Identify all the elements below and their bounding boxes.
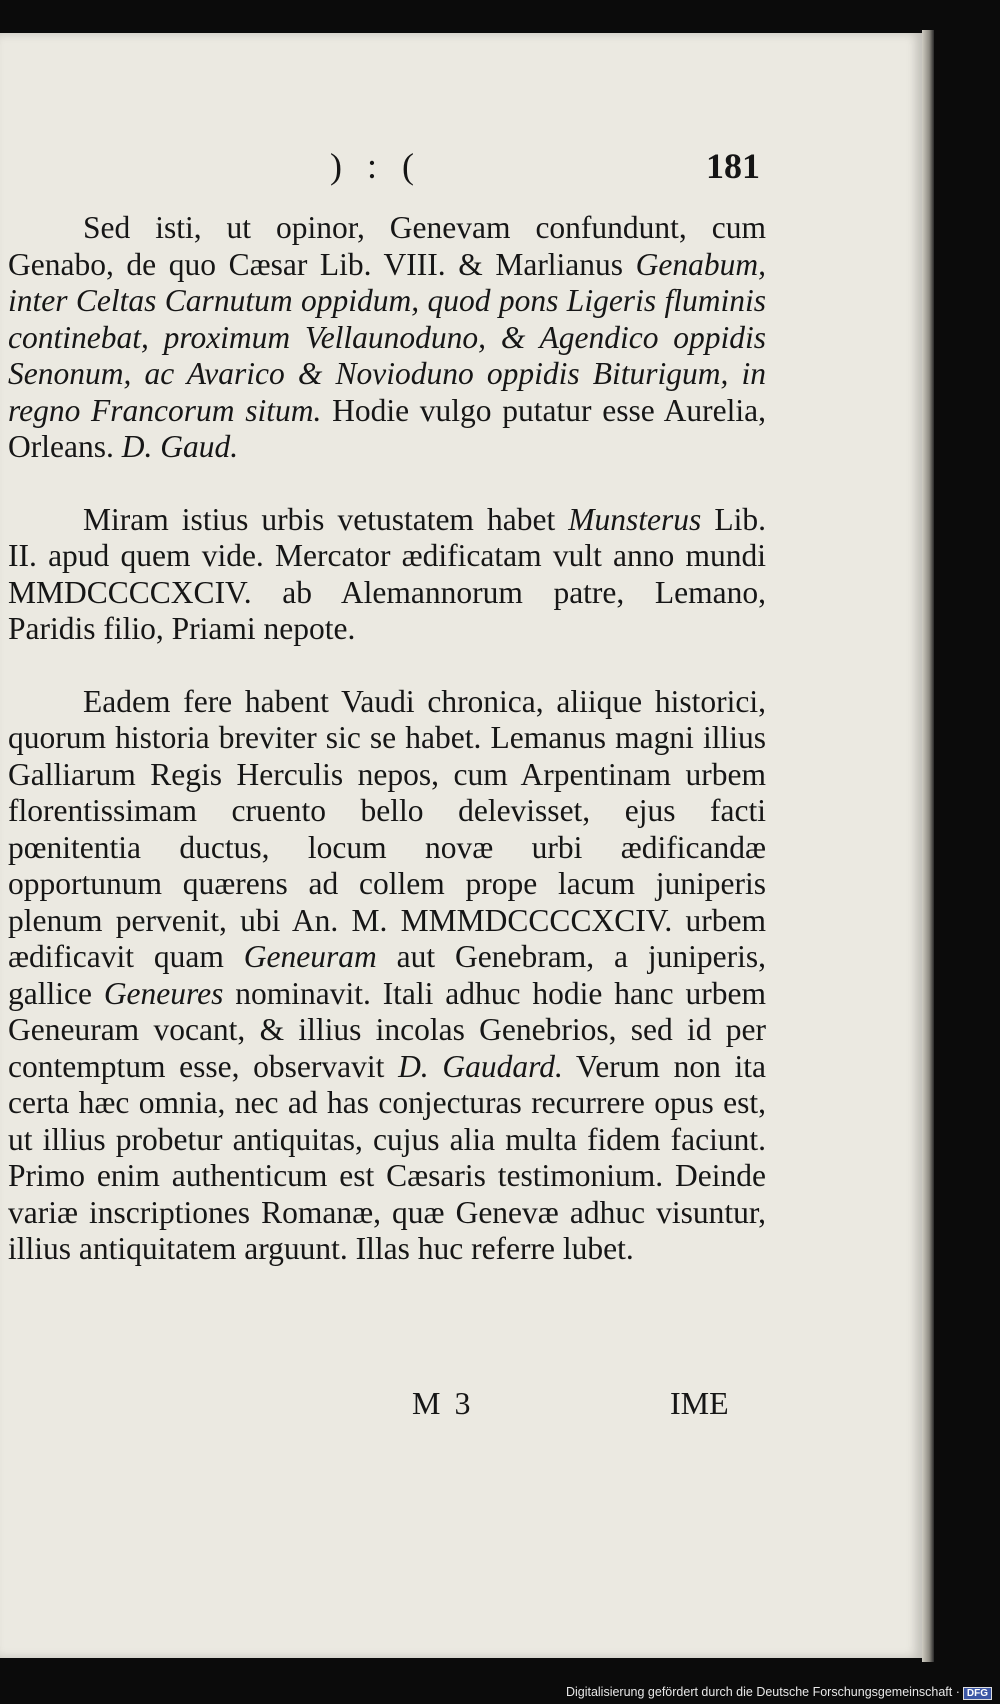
italic-text: Geneuram [243, 939, 377, 974]
digitization-credit [566, 1685, 992, 1700]
page-footer [0, 1385, 922, 1435]
text-run: Sed isti, ut opinor, Genevam confundunt, cum Genabo, de quo Cæsar Lib. VIII. & Marlianus [8, 210, 766, 282]
credit-text: Digitalisierung gefördert durch die Deutsche Forschungsgemeinschaft · [565, 1685, 960, 1699]
paragraph [8, 502, 766, 648]
text-run: aut Genebram, a juniperis, gallice [8, 939, 766, 1011]
paragraph [8, 684, 766, 1268]
page-number: 181 [706, 146, 760, 186]
header-ornament: ) : ( [330, 146, 422, 186]
text-run: Hodie vulgo putatur esse Aurelia, Orleans. [8, 392, 767, 464]
italic-text: D. Gaud. [121, 429, 239, 464]
paragraph [8, 210, 766, 466]
italic-text: Geneures [103, 975, 224, 1011]
page-edge [922, 30, 934, 1662]
text-run: Miram istius urbis vetustatem habet [83, 501, 569, 537]
catchword: IME [670, 1385, 729, 1421]
running-header [0, 145, 922, 195]
italic-text: Genabum, inter Celtas Carnutum oppidum, quod pons Ligeris fluminis continebat, proximum Vellaunoduno, & Agendico oppidis Senonum, ac Avarico & Novioduno oppidis Biturigum, in regno Francorum situm. [8, 246, 766, 428]
text-run: Lib. II. apud quem vide. Mercator ædificatam vult anno mundi MMDCCCCXCIV. ab Alemannorum patre, Lemano, Paridis filio, Priami nepote. [8, 501, 766, 646]
italic-text: Munsterus [568, 501, 702, 537]
signature-mark: M 3 [412, 1385, 474, 1421]
italic-text: D. Gaudard. [398, 1048, 563, 1084]
text-run: Eadem fere habent Vaudi chronica, aliique historici, quorum historia breviter sic se habet. Lemanus magni illius Galliarum Regis Herculis nepos, cum Arpentinam urbem florentissimam cruento bello delevisset, ejus facti pœnitentia ductus, locum novæ urbi ædificandæ opportunum quærens ad collem prope lacum juniperis plenum pervenit, ubi An. M. MMMDCCCCXCIV. urbem ædificavit quam [8, 683, 766, 974]
dfg-logo: DFG [963, 1687, 992, 1700]
text-run: Verum non ita certa hæc omnia, nec ad has conjecturas recurrere opus est, ut illius probetur antiquitas, cujus alia multa fidem faciunt. Primo enim authenticum est Cæsaris testimonium. Deinde variæ inscriptiones Romanæ, quæ Genevæ adhuc visuntur, illius antiquitatem arguunt. Illas huc referre lubet. [8, 1048, 766, 1266]
text-run: nominavit. Itali adhuc hodie hanc urbem Geneuram vocant, & illius incolas Genebrios, sed id per contemptum esse, observavit [8, 975, 766, 1084]
body-text [8, 210, 766, 1304]
